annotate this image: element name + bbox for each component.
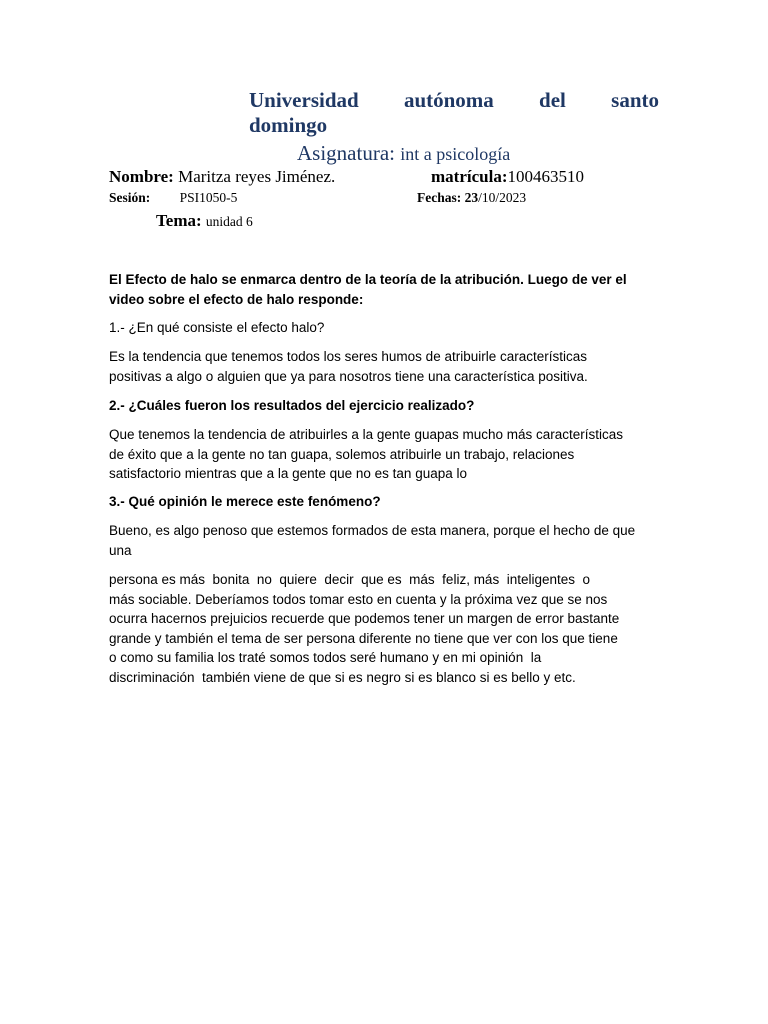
tema-line [156, 211, 253, 231]
asignatura-label: Asignatura: [297, 141, 395, 165]
answer-line: persona es más bonita no quiere decir que es más feliz, más inteligentes o [109, 572, 591, 587]
answer-line: Es la tendencia que tenemos todos los seres humos de atribuirle características [109, 349, 587, 364]
fechas-day: 23 [464, 190, 479, 205]
answer-line: Que tenemos la tendencia de atribuirles a la gente guapas mucho más características [109, 427, 624, 442]
answer-line: o como su familia los traté somos todos seré humano y en mi opinión la [109, 650, 542, 665]
nombre-label: Nombre: [109, 167, 174, 186]
answer-line: grande y también el tema de ser persona diferente no tiene que ver con los que tiene [109, 630, 618, 646]
answer-line: discriminación también viene de que si es negro si es blanco si es bello y etc. [109, 669, 576, 685]
question-3: 3.- Qué opinión le merece este fenómeno? [109, 494, 381, 509]
sesion-line [109, 190, 237, 206]
answer-line: ocurra hacernos prejuicios recuerde que podemos tener un margen de error bastante [109, 611, 620, 626]
answer-3-part-1 [109, 521, 657, 560]
fechas-rest: /10/2023 [478, 190, 527, 205]
sesion-value: PSI1050-5 [179, 190, 238, 205]
university-title-line2: domingo [249, 113, 328, 137]
fechas-line [417, 190, 526, 206]
fechas-label: Fechas: [417, 190, 462, 205]
matricula-value: 100463510 [507, 167, 584, 186]
answer-1 [109, 347, 657, 386]
answer-line: Bueno, es algo penoso que estemos formados de esta manera, porque el hecho de que [109, 523, 636, 538]
answer-3-part-2 [109, 570, 644, 687]
answer-line: más sociable. Deberíamos todos tomar esto en cuenta y la próxima vez que se nos [109, 591, 608, 607]
asignatura-line [297, 141, 510, 166]
university-title-line1 [249, 88, 659, 113]
asignatura-value: int a psicología [400, 144, 511, 164]
tema-colon: : [196, 211, 202, 230]
matricula-label: matrícula: [431, 167, 508, 186]
university-word: santo [611, 88, 659, 112]
university-word: autónoma [403, 88, 494, 112]
answer-line: una [109, 542, 132, 558]
answer-line: de éxito que a la gente no tan guapa, solemos atribuirle un trabajo, relaciones [109, 446, 575, 462]
university-title [249, 88, 659, 138]
answer-2 [109, 425, 657, 484]
tema-value: unidad 6 [205, 214, 253, 229]
intro-paragraph: El Efecto de halo se enmarca dentro de la teoría de la atribución. Luego de ver el video sobre el efecto de halo responde: [109, 272, 627, 307]
sesion-label: Sesión: [109, 190, 151, 205]
university-word: Universidad [249, 88, 359, 112]
university-word: del [539, 88, 566, 112]
question-1: 1.- ¿En qué consiste el efecto halo? [109, 320, 325, 335]
nombre-value: Maritza reyes Jiménez. [178, 167, 336, 186]
answer-line: satisfactorio mientras que a la gente que no es tan guapa lo [109, 466, 467, 481]
nombre-line [109, 167, 335, 187]
tema-label: Tema [156, 211, 196, 230]
answer-line: positivas a algo o alguien que ya para nosotros tiene una característica positiva. [109, 368, 588, 384]
question-2: 2.- ¿Cuáles fueron los resultados del ejercicio realizado? [109, 398, 475, 413]
matricula-line [431, 167, 584, 187]
